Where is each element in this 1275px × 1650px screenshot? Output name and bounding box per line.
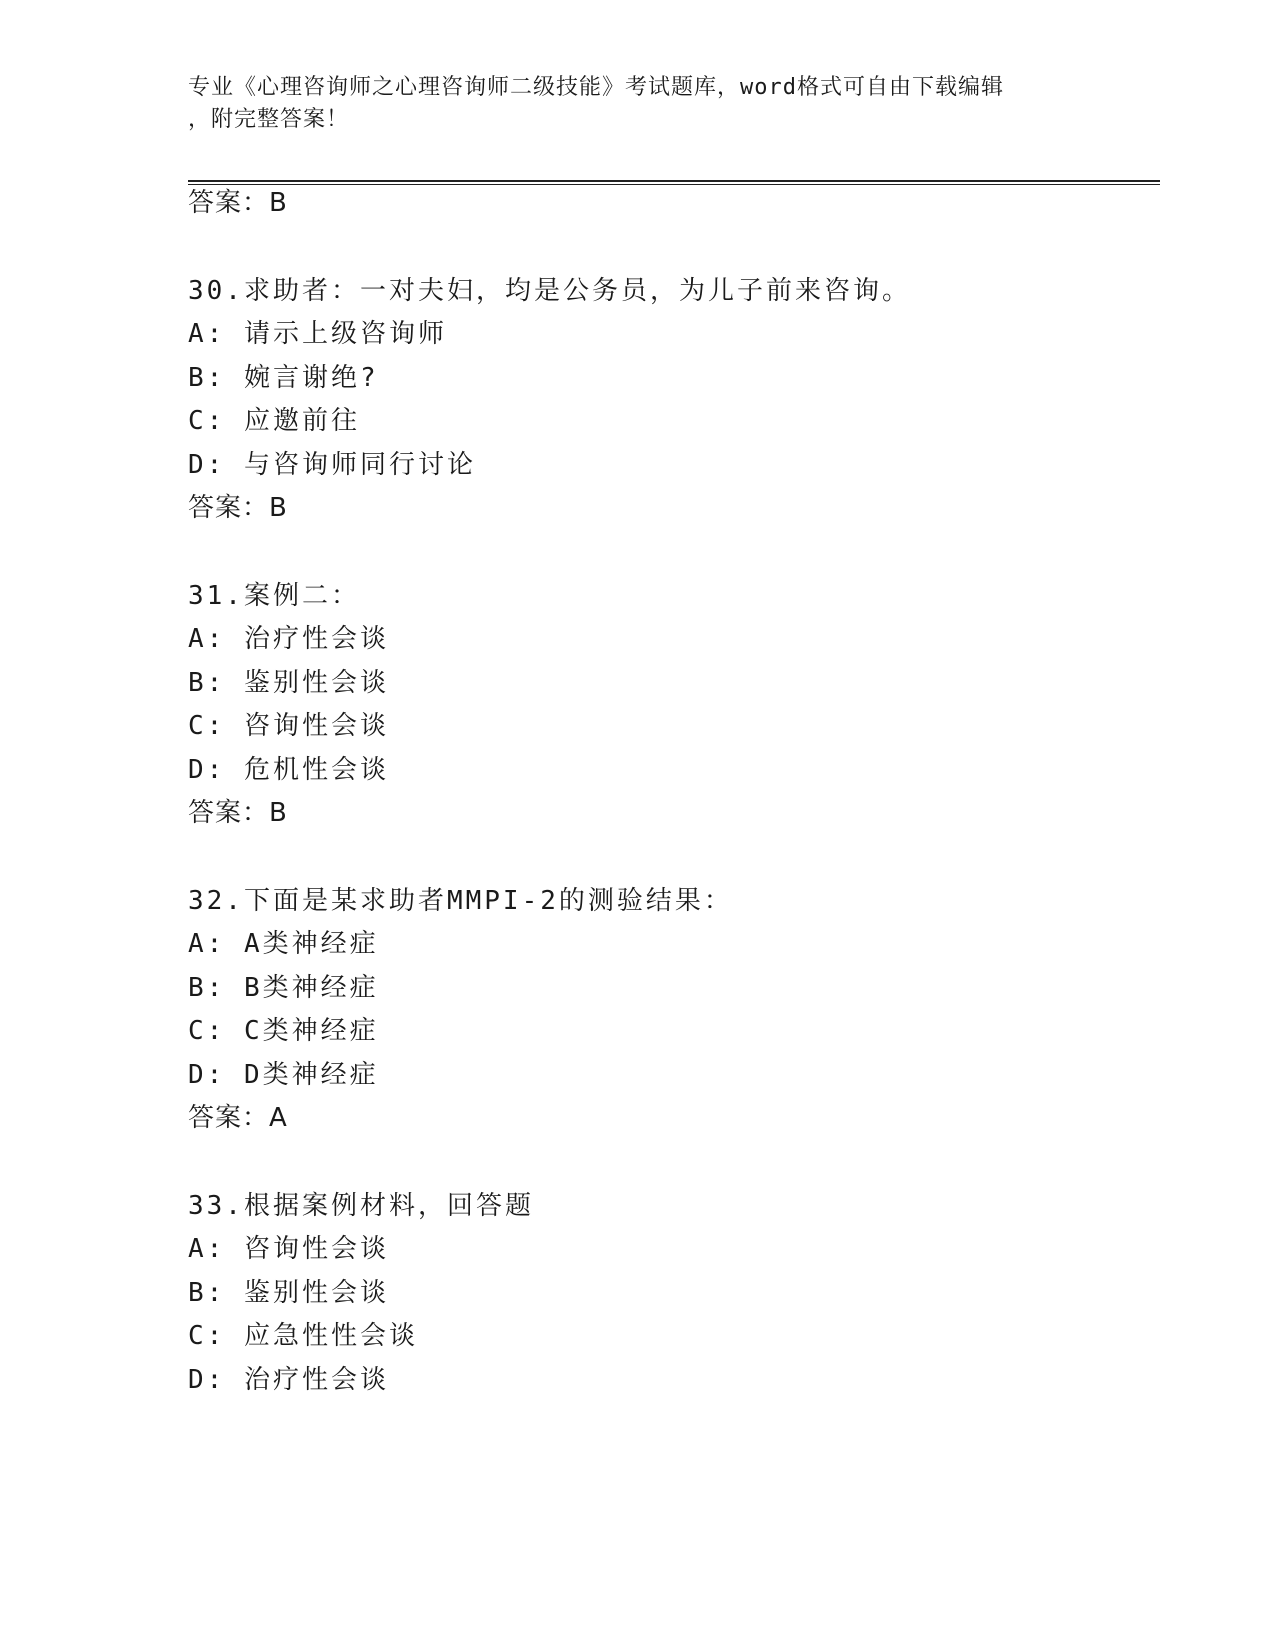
question-31-option-b: B: 鉴别性会谈: [188, 668, 389, 698]
question-32-answer: 答案：A: [188, 1103, 288, 1133]
question-32-option-b: B: B类神经症: [188, 973, 379, 1003]
header-rule-thick: [188, 180, 1160, 182]
question-33-stem: 33.根据案例材料，回答题: [188, 1191, 534, 1221]
question-32-option-c: C: C类神经症: [188, 1016, 379, 1046]
header-line-2: ，附完整答案！: [188, 107, 350, 132]
previous-answer: 答案：B: [188, 188, 288, 218]
question-31-option-d: D: 危机性会谈: [188, 755, 389, 785]
question-32-stem: 32.下面是某求助者MMPI-2的测验结果：: [188, 886, 733, 916]
question-33-option-a: A: 咨询性会谈: [188, 1234, 389, 1264]
question-31-answer: 答案：B: [188, 798, 288, 828]
question-30-option-d: D: 与咨询师同行讨论: [188, 450, 476, 480]
question-32-option-d: D: D类神经症: [188, 1060, 379, 1090]
question-32-option-a: A: A类神经症: [188, 929, 379, 959]
question-33-option-b: B: 鉴别性会谈: [188, 1278, 389, 1308]
question-31-stem: 31.案例二：: [188, 581, 360, 611]
header-rule-thin: [188, 184, 1160, 185]
question-33-option-c: C: 应急性性会谈: [188, 1321, 418, 1351]
header-line-1: 专业《心理咨询师之心理咨询师二级技能》考试题库，word格式可自由下载编辑: [188, 75, 1004, 100]
question-30-option-a: A: 请示上级咨询师: [188, 319, 447, 349]
question-30-option-b: B: 婉言谢绝?: [188, 363, 379, 393]
question-30-stem: 30.求助者：一对夫妇，均是公务员，为儿子前来咨询。: [188, 276, 911, 306]
question-30-option-c: C: 应邀前往: [188, 406, 360, 436]
question-31-option-c: C: 咨询性会谈: [188, 711, 389, 741]
question-33-option-d: D: 治疗性会谈: [188, 1365, 389, 1395]
question-31-option-a: A: 治疗性会谈: [188, 624, 389, 654]
document-header: [188, 72, 1088, 136]
question-30-answer: 答案：B: [188, 493, 288, 523]
